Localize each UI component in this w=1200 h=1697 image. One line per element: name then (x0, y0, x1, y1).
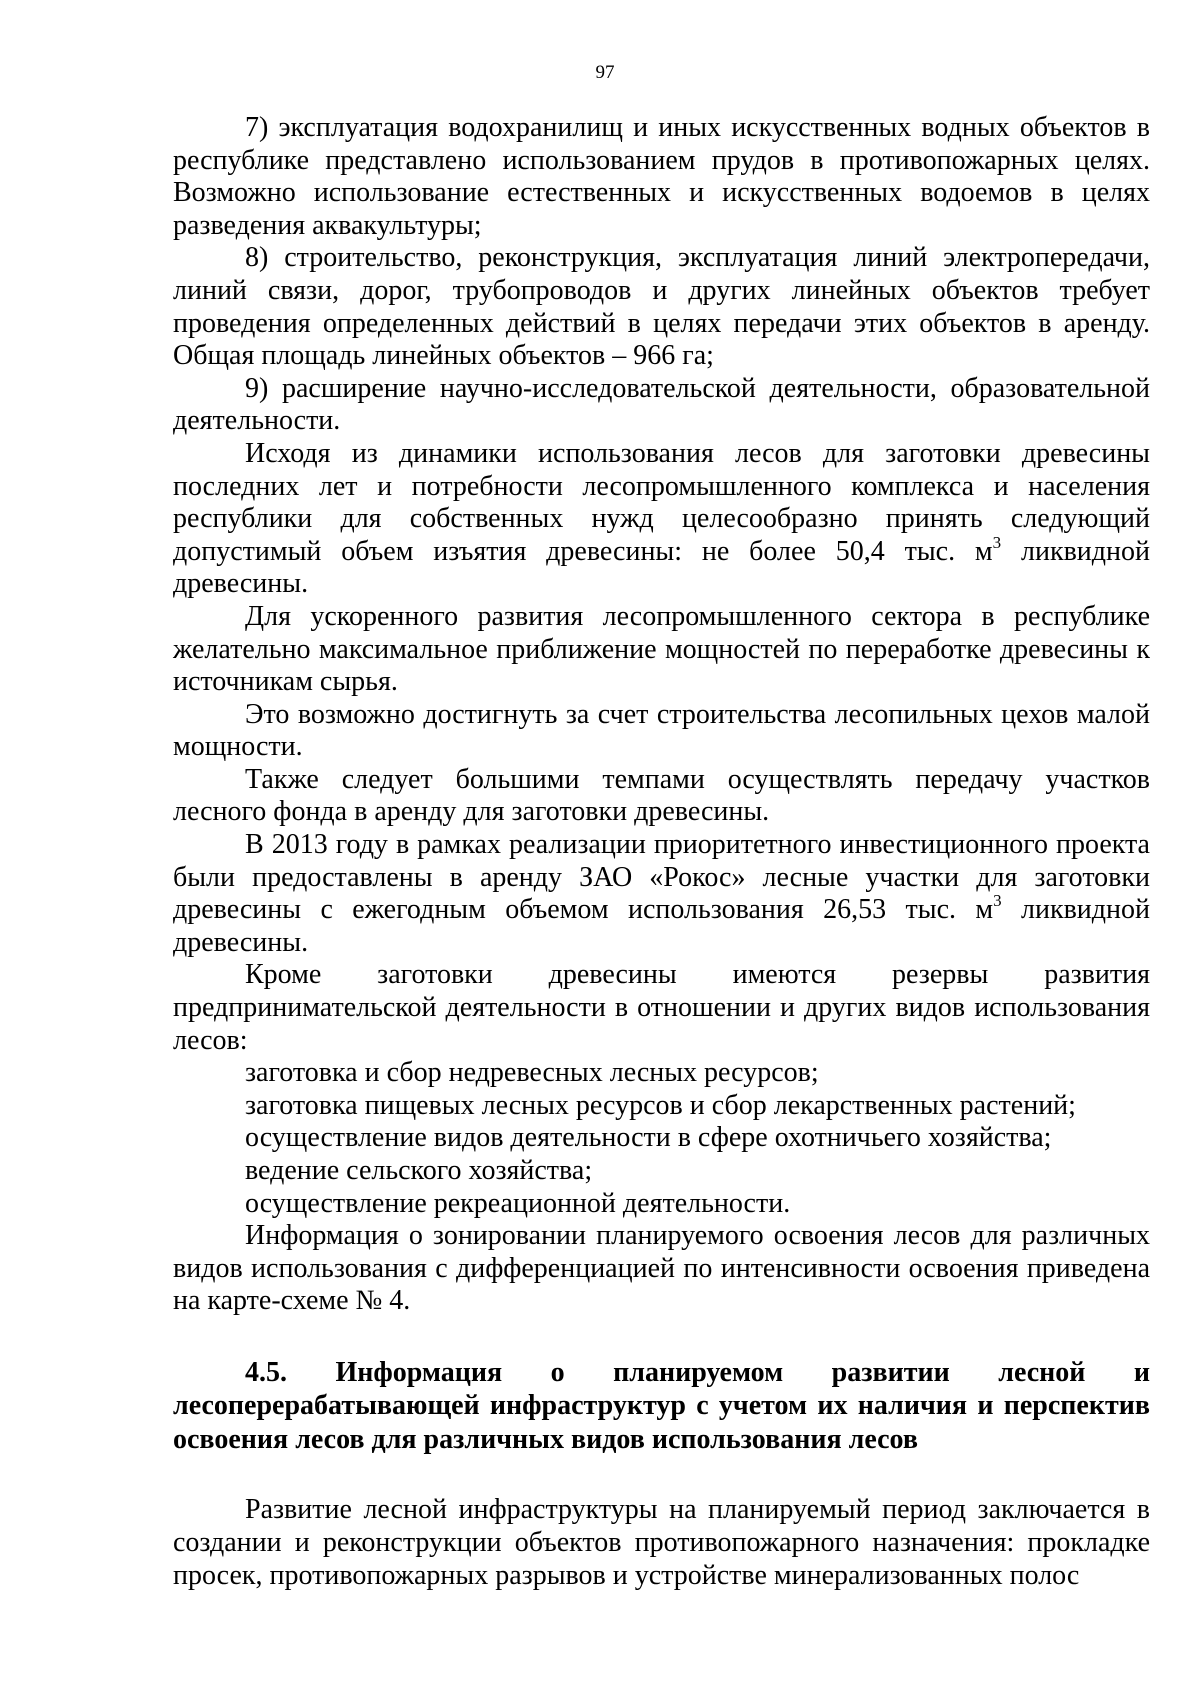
list-item: осуществление видов деятельности в сфере охотничьего хозяйства; (245, 1122, 1052, 1154)
paragraph-infrastructure-development: Развитие лесной инфраструктуры на планируемый период заключается в создании и реконструкции объектов противопожарного назначения: прокладке просек, противопожарных разрывов и устройстве минерализованных полос (173, 1494, 1150, 1591)
list-item: заготовка и сбор недревесных лесных ресурсов; (245, 1057, 819, 1089)
section-heading: 4.5. Информация о планируемом развитии лесной и лесоперерабатывающей инфраструктур с учетом их наличия и перспектив освоения лесов для различных видов использования лесов (173, 1356, 1150, 1455)
paragraph-item-8: 8) строительство, реконструкция, эксплуатация линий электропередачи, линий связи, дорог, трубопроводов и других линейных объектов требует проведения определенных действий в целях передачи этих объектов в аренду. Общая площадь линейных объектов – 966 га; (173, 242, 1150, 372)
superscript-cubic: 3 (992, 532, 1002, 552)
superscript-cubic: 3 (993, 891, 1002, 911)
paragraph-reserves-intro: Кроме заготовки древесины имеются резервы развития предпринимательской деятельности в отношении и других видов использования лесов: (173, 959, 1150, 1056)
paragraph-item-7: 7) эксплуатация водохранилищ и иных искусственных водных объектов в республике представлено использованием прудов в противопожарных целях. Возможно использование естественных и искусственных водоемов в целях разведения аквакультуры; (173, 112, 1150, 241)
page-number: 97 (595, 62, 615, 83)
paragraph-harvest-volume: Исходя из динамики использования лесов для заготовки древесины последних лет и потребности лесопромышленного комплекса и населения республики для собственных нужд целесообразно принять следующий допустимый объем изъятия древесины: не более 50,4 тыс. $м^3$ ликвидной древесины. (173, 437, 1150, 600)
paragraph-2013-project: В 2013 году в рамках реализации приоритетного инвестиционного проекта были предоставлены в аренду ЗАО «Рокос» лесные участки для заготовки древесины с ежегодным объемом использования 26,53 тыс. $м^3$ ликвидной древесины. (173, 829, 1150, 958)
list-item: осуществление рекреационной деятельности. (245, 1187, 791, 1219)
page-content (173, 112, 1150, 1592)
paragraph-sawmills: Это возможно достигнуть за счет строительства лесопильных цехов малой мощности. (173, 698, 1150, 763)
list-item: ведение сельского хозяйства; (245, 1155, 593, 1186)
paragraph-lease-transfer: Также следует большими темпами осуществлять передачу участков лесного фонда в аренду для заготовки древесины. (173, 763, 1150, 828)
paragraph-accelerated-development: Для ускоренного развития лесопромышленного сектора в республике желательно максимальное приближение мощностей по переработке древесины к источникам сырья. (173, 600, 1150, 698)
paragraph-item-9: 9) расширение научно-исследовательской деятельности, образовательной деятельности. (173, 372, 1150, 437)
paragraph-zoning-info: Информация о зонировании планируемого освоения лесов для различных видов использования с дифференциацией по интенсивности освоения приведена на карте-схеме № 4. (173, 1220, 1150, 1317)
list-item: заготовка пищевых лесных ресурсов и сбор лекарственных растений; (245, 1089, 1076, 1121)
